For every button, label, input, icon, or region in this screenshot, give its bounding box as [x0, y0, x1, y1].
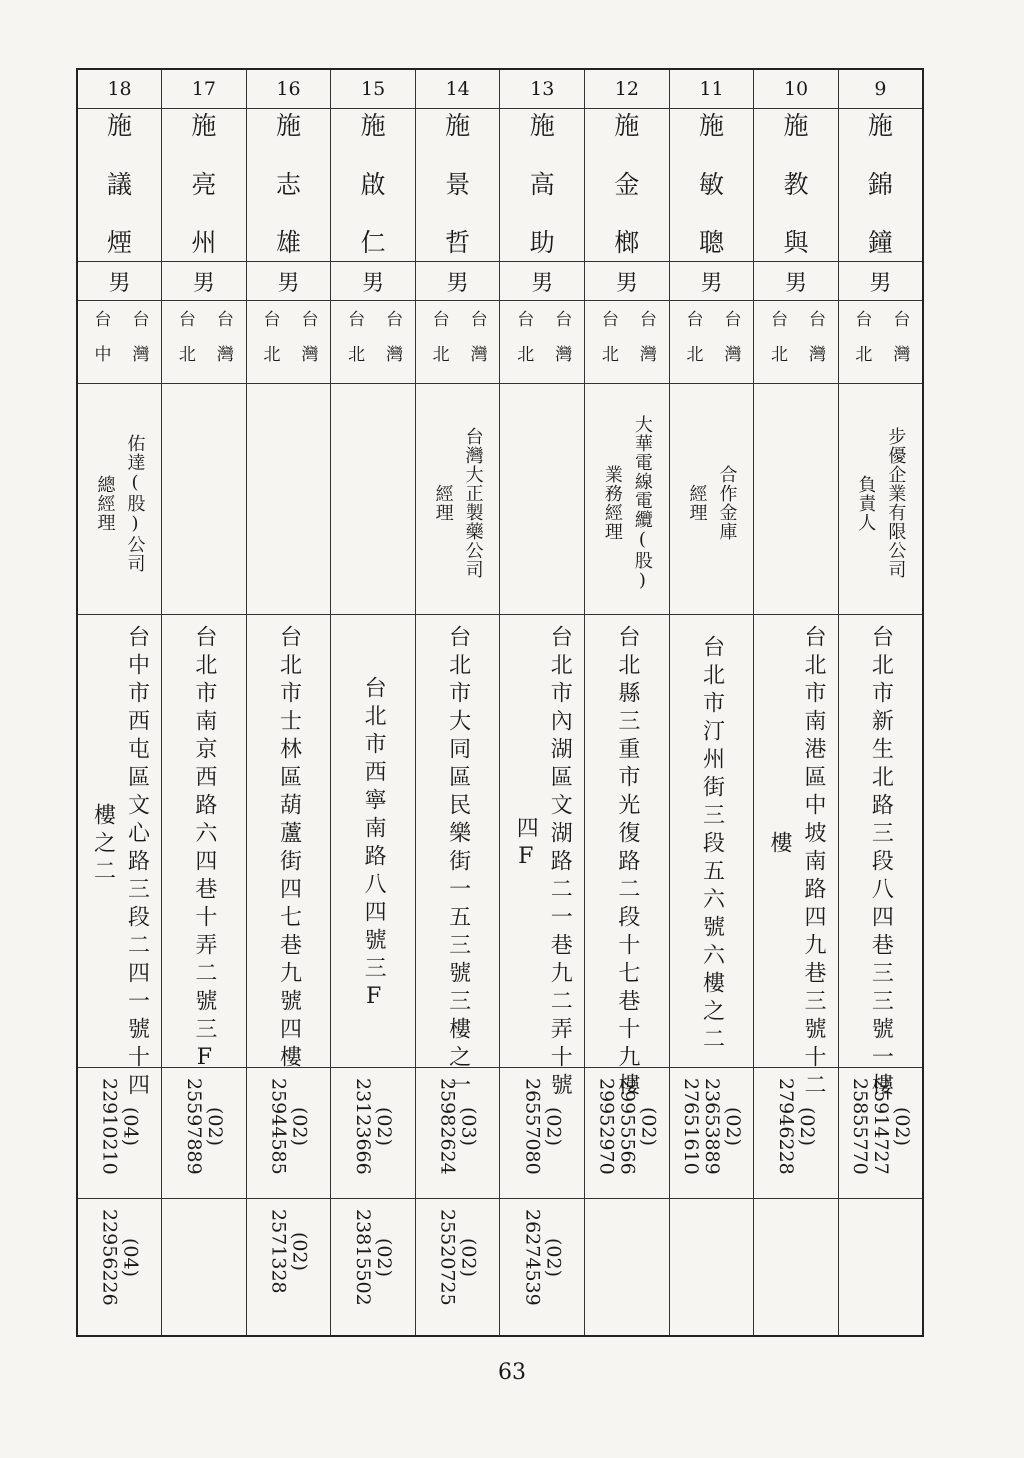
member-phone-1: (03) 25982624 — [436, 1078, 480, 1175]
name-character: 煙 — [107, 228, 133, 257]
name-cell — [585, 109, 670, 262]
member-organization: 台灣大正製藥公司 經理 — [432, 427, 484, 579]
phone-2-cell — [415, 1199, 500, 1337]
member-gender: 男 — [108, 270, 131, 296]
organization-cell — [162, 384, 247, 615]
member-phone-1: (02) 23123666 — [352, 1078, 396, 1175]
organization-cell — [77, 384, 162, 615]
address-cell — [331, 615, 416, 1068]
gender-cell — [500, 262, 585, 301]
member-organization: 大華電線電纜(股) 業務經理 — [601, 414, 653, 592]
member-origin: 台灣 台北 — [851, 310, 910, 380]
member-phone-1: (02) 26557080 — [521, 1078, 565, 1175]
member-address: 台北市新生北路三段八四巷三三號一樓 — [868, 625, 894, 1101]
phone-1-cell — [162, 1068, 247, 1199]
number-cell — [246, 69, 331, 109]
member-name — [416, 109, 500, 255]
page-number: 63 — [498, 1360, 526, 1385]
name-character: 施 — [529, 111, 555, 140]
origin-cell — [246, 301, 331, 384]
name-character: 教 — [783, 169, 809, 199]
member-name — [500, 109, 584, 255]
number-cell — [77, 69, 162, 109]
phone-1-cell — [331, 1068, 416, 1199]
gender-cell — [246, 262, 331, 301]
address-cell — [415, 615, 500, 1101]
member-phone-1: (02) 25944585 — [267, 1078, 311, 1175]
member-phone-1: (04) 22910210 — [98, 1078, 142, 1175]
member-origin: 台灣 台北 — [259, 310, 318, 380]
member-name — [839, 109, 922, 255]
member-gender: 男 — [869, 270, 892, 296]
name-character: 雄 — [275, 228, 301, 257]
gender-cell — [77, 262, 162, 301]
number-cell — [415, 69, 500, 109]
address-cell — [585, 615, 670, 1101]
member-origin: 台灣 台北 — [682, 310, 741, 380]
organization-cell — [500, 384, 585, 615]
row-gender — [77, 262, 923, 301]
member-gender: 男 — [531, 270, 554, 296]
member-gender: 男 — [446, 270, 469, 296]
number-cell — [669, 69, 754, 109]
member-gender: 男 — [362, 270, 385, 296]
name-character: 施 — [867, 111, 893, 140]
address-cell — [246, 615, 331, 1073]
member-number: 9 — [874, 78, 887, 100]
name-character: 與 — [783, 228, 809, 257]
row-address — [77, 615, 923, 1068]
gender-cell — [585, 262, 670, 301]
number-cell — [585, 69, 670, 109]
member-address: 台中市西屯區文心路三段二四一號十四 樓之二 — [90, 625, 150, 1101]
origin-cell — [77, 301, 162, 384]
phone-2-cell — [500, 1199, 585, 1337]
member-address: 台北市士林區葫蘆街四七巷九號四樓 — [276, 625, 302, 1073]
member-name — [78, 109, 161, 255]
member-number: 12 — [614, 78, 639, 100]
member-organization: 合作金庫 經理 — [686, 465, 738, 541]
member-gender: 男 — [277, 270, 300, 296]
member-origin: 台灣 台北 — [597, 310, 656, 380]
member-number: 18 — [107, 78, 132, 100]
gender-cell — [415, 262, 500, 301]
origin-cell — [585, 301, 670, 384]
name-character: 敏 — [698, 169, 724, 199]
name-character: 施 — [191, 111, 217, 140]
row-number — [77, 69, 923, 109]
origin-cell — [162, 301, 247, 384]
name-character: 哲 — [445, 228, 471, 257]
name-cell — [331, 109, 416, 262]
member-number: 15 — [360, 78, 386, 100]
row-origin — [77, 301, 923, 384]
member-number: 14 — [445, 78, 470, 100]
member-gender: 男 — [192, 270, 215, 296]
origin-cell — [331, 301, 416, 384]
phone-2-cell — [754, 1199, 839, 1337]
member-organization: 步優企業有限公司 負責人 — [855, 427, 907, 579]
number-cell — [754, 69, 839, 109]
name-character: 施 — [698, 111, 724, 140]
name-character: 施 — [783, 111, 809, 140]
member-phone-2: (02) 2571328 — [267, 1209, 311, 1294]
name-character: 議 — [107, 169, 133, 199]
phone-2-cell — [585, 1199, 670, 1337]
member-number: 17 — [191, 78, 216, 100]
name-cell — [754, 109, 839, 262]
name-character: 助 — [529, 228, 555, 257]
phone-1-cell — [669, 1068, 754, 1199]
address-cell — [500, 615, 585, 1101]
name-character: 聰 — [698, 228, 724, 257]
member-address: 台北市汀州街三段五六號六樓之二 — [699, 635, 725, 1055]
name-character: 施 — [445, 111, 471, 140]
number-cell — [331, 69, 416, 109]
gender-cell — [669, 262, 754, 301]
member-origin: 台灣 台北 — [428, 310, 487, 380]
name-character: 施 — [107, 111, 133, 140]
address-cell — [669, 615, 754, 1068]
member-number: 10 — [783, 78, 809, 100]
member-name — [247, 109, 331, 255]
origin-cell — [838, 301, 923, 384]
name-cell — [500, 109, 585, 262]
number-cell — [162, 69, 247, 109]
member-gender: 男 — [615, 270, 638, 296]
origin-cell — [754, 301, 839, 384]
member-phone-1: (02) 25914727 25855770 — [848, 1078, 913, 1175]
name-character: 志 — [275, 169, 301, 199]
row-phone-2 — [77, 1199, 923, 1337]
organization-cell — [331, 384, 416, 615]
gender-cell — [331, 262, 416, 301]
address-cell — [754, 615, 839, 1101]
name-cell — [77, 109, 162, 262]
member-gender: 男 — [785, 270, 808, 296]
member-name — [585, 109, 669, 255]
member-phone-2: (02) 25520725 — [436, 1209, 480, 1306]
member-address: 台北市西寧南路八四號三F — [361, 675, 387, 1015]
gender-cell — [162, 262, 247, 301]
phone-2-cell — [331, 1199, 416, 1337]
name-cell — [415, 109, 500, 262]
phone-1-cell — [838, 1068, 923, 1199]
address-cell — [838, 615, 923, 1101]
name-character: 榔 — [614, 228, 640, 257]
member-gender: 男 — [700, 270, 723, 296]
phone-1-cell — [415, 1068, 500, 1199]
member-name — [331, 109, 415, 255]
member-number: 16 — [276, 78, 301, 100]
member-phone-2: (04) 22956226 — [98, 1209, 142, 1306]
name-character: 施 — [275, 111, 301, 140]
number-cell — [500, 69, 585, 109]
member-name — [670, 109, 754, 255]
member-name — [754, 109, 838, 255]
name-character: 施 — [360, 111, 386, 140]
gender-cell — [838, 262, 923, 301]
member-origin: 台灣 台北 — [767, 310, 826, 380]
name-character: 仁 — [360, 228, 386, 257]
row-phone-1 — [77, 1068, 923, 1199]
name-character: 鐘 — [867, 228, 893, 257]
member-phone-2: (02) 23815502 — [352, 1209, 396, 1306]
organization-cell — [754, 384, 839, 615]
member-number: 11 — [699, 78, 724, 100]
member-origin: 台灣 台北 — [174, 310, 233, 380]
address-cell — [77, 615, 162, 1101]
name-cell — [162, 109, 247, 262]
organization-cell — [415, 384, 500, 615]
name-character: 景 — [445, 169, 471, 199]
member-phone-1: (02) 27946228 — [775, 1078, 819, 1175]
row-organization — [77, 384, 923, 615]
member-phone-1: (02) 23653889 27651610 — [679, 1078, 744, 1175]
organization-cell — [246, 384, 331, 615]
organization-cell — [838, 384, 923, 615]
member-address: 台北縣三重市光復路二段十七巷十九樓 — [614, 625, 640, 1101]
phone-1-cell — [585, 1068, 670, 1199]
phone-2-cell — [77, 1199, 162, 1337]
member-organization: 佑達(股)公司 總經理 — [94, 433, 146, 573]
origin-cell — [500, 301, 585, 384]
member-origin: 台灣 台中 — [90, 310, 149, 380]
member-address: 台北市南京西路六四巷十弄二號三F — [191, 625, 217, 1076]
gender-cell — [754, 262, 839, 301]
name-character: 州 — [191, 228, 217, 257]
row-name — [77, 109, 923, 262]
name-character: 啟 — [360, 169, 386, 199]
phone-2-cell — [669, 1199, 754, 1337]
member-phone-2: (02) 26274539 — [521, 1209, 565, 1306]
name-character: 高 — [529, 169, 555, 199]
origin-cell — [669, 301, 754, 384]
member-address: 台北市內湖區文湖路二一巷九二弄十號 四F — [513, 625, 573, 1101]
name-character: 施 — [614, 111, 640, 140]
member-number: 13 — [530, 78, 555, 100]
name-cell — [246, 109, 331, 262]
address-cell — [162, 615, 247, 1076]
member-address: 台北市南港區中坡南路四九巷三號十二 樓 — [767, 625, 827, 1101]
member-phone-1: (02) 29955566 29952970 — [595, 1078, 660, 1175]
member-address: 台北市大同區民樂街一五三號三樓之一 — [445, 625, 471, 1101]
member-phone-1: (02) 25597889 — [182, 1078, 226, 1175]
organization-cell — [585, 384, 670, 615]
phone-2-cell — [162, 1199, 247, 1337]
phone-1-cell — [246, 1068, 331, 1199]
organization-cell — [669, 384, 754, 615]
member-origin: 台灣 台北 — [513, 310, 572, 380]
name-character: 金 — [614, 169, 640, 199]
phone-2-cell — [246, 1199, 331, 1337]
phone-2-cell — [838, 1199, 923, 1337]
name-character: 亮 — [191, 169, 217, 199]
number-cell — [838, 69, 923, 109]
member-roster-table — [76, 68, 924, 1337]
name-character: 錦 — [867, 169, 893, 199]
origin-cell — [415, 301, 500, 384]
name-cell — [838, 109, 923, 262]
member-name — [162, 109, 246, 255]
name-cell — [669, 109, 754, 262]
member-origin: 台灣 台北 — [344, 310, 403, 380]
